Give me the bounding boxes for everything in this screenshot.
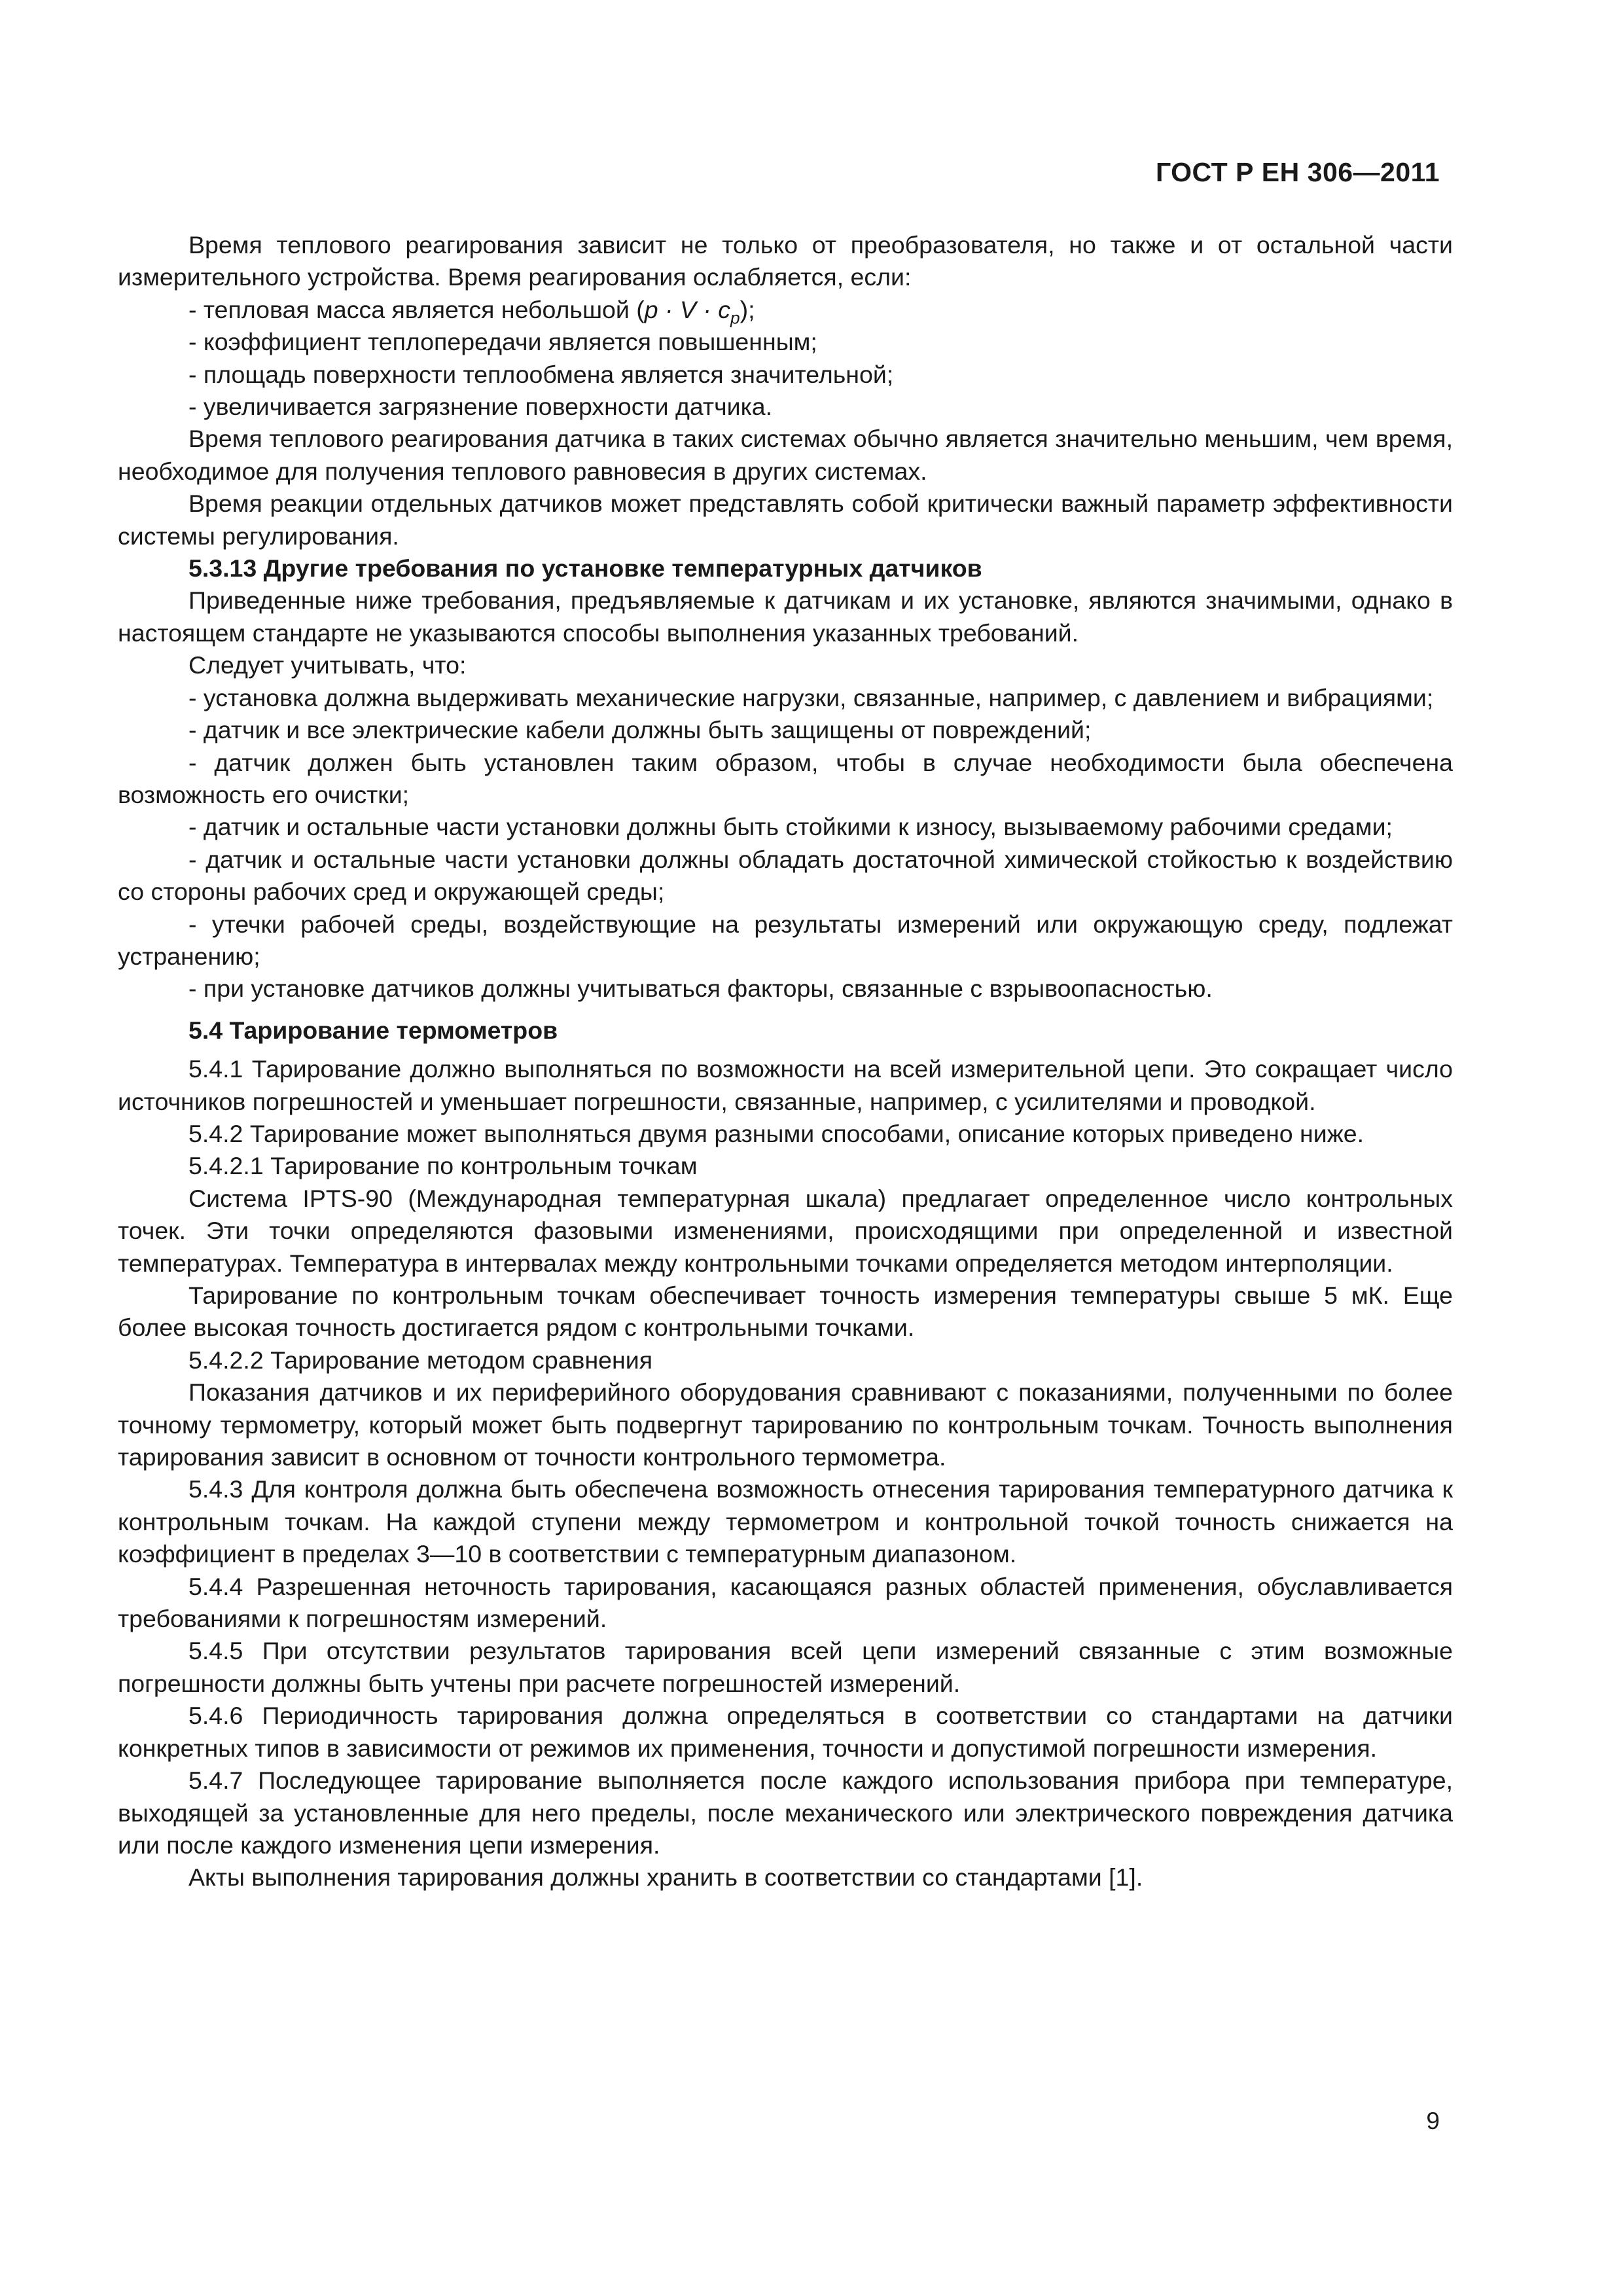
- formula-text: p · V · c: [644, 295, 731, 323]
- subsection-heading: 5.4.2.1 Тарирование по контрольным точкам: [188, 1152, 698, 1180]
- list-item: - увеличивается загрязнение поверхности датчика.: [188, 393, 773, 421]
- list-item: - датчик и остальные части установки должны быть стойкими к износу, вызываемому рабочими средами;: [188, 813, 1393, 841]
- paragraph: 5.4.6 Периодичность тарирования должна определяться в соответствии со стандартами на датчики конкретных типов в зависимости от режимов их применения, точности и допустимой погрешности измерения.: [118, 1702, 1453, 1762]
- page-number: 9: [1426, 2108, 1440, 2134]
- list-item: - коэффициент теплопередачи является повышенным;: [188, 328, 817, 356]
- paragraph: Следует учитывать, что:: [188, 651, 467, 679]
- paragraph: 5.4.5 При отсутствии результатов тарирования всей цепи измерений связанные с этим возможные погрешности должны быть учтены при расчете погрешностей измерений.: [118, 1637, 1453, 1697]
- list-item-text: - тепловая масса является небольшой (: [188, 295, 645, 323]
- paragraph: Акты выполнения тарирования должны хранить в соответствии со стандартами [1].: [188, 1863, 1143, 1892]
- list-item: - датчик и все электрические кабели должны быть защищены от повреждений;: [188, 716, 1092, 744]
- paragraph: 5.4.7 Последующее тарирование выполняется после каждого использования прибора при температуре, выходящей за установленные для него пределы, после механического или электрического повреждения датчика или после каждого изменения цепи измерения.: [118, 1767, 1453, 1859]
- paragraph: Приведенные ниже требования, предъявляемые к датчикам и их установке, являются значимыми, однако в настоящем стандарте не указываются способы выполнения указанных требований.: [118, 586, 1453, 647]
- section-heading-5-4: 5.4 Тарирование термометров: [188, 1016, 558, 1044]
- formula: [644, 295, 740, 328]
- list-item: - при установке датчиков должны учитываться факторы, связанные с взрывоопасностью.: [188, 975, 1213, 1003]
- list-item: - датчик и остальные части установки должны обладать достаточной химической стойкостью к воздействию со стороны рабочих сред и окружающей среды;: [118, 845, 1453, 906]
- list-item-text: );: [740, 295, 755, 323]
- formula-subscript: p: [730, 308, 740, 328]
- paragraph: Тарирование по контрольным точкам обеспечивает точность измерения температуры свыше 5 мК. Еще более высокая точность достигается рядом с контрольными точками.: [118, 1282, 1453, 1342]
- list-item: [118, 294, 1453, 326]
- page-body: [118, 229, 1453, 1894]
- paragraph: 5.4.4 Разрешенная неточность тарирования, касающаяся разных областей применения, обуславливается требованиями к погрешностям измерений.: [118, 1572, 1453, 1633]
- paragraph: 5.4.1 Тарирование должно выполняться по возможности на всей измерительной цепи. Это сокращает число источников погрешностей и уменьшает погрешности, связанные, например, с усилителями и проводкой.: [118, 1055, 1453, 1115]
- list-item: - датчик должен быть установлен таким образом, чтобы в случае необходимости была обеспечена возможность его очистки;: [118, 748, 1453, 808]
- paragraph: 5.4.3 Для контроля должна быть обеспечена возможность отнесения тарирования температурного датчика к контрольным точкам. На каждой ступени между термометром и контрольной точкой точность снижается на коэффициент в пределах 3—10 в соответствии с температурным диапазоном.: [118, 1475, 1453, 1568]
- section-heading-5-3-13: 5.3.13 Другие требования по установке температурных датчиков: [188, 554, 982, 583]
- paragraph: Система IPTS-90 (Международная температурная шкала) предлагает определенное число контрольных точек. Эти точки определяются фазовыми изменениями, происходящими при определенной и известной температурах. Температура в интервалах между контрольными точками определяется методом интерполяции.: [118, 1184, 1453, 1277]
- paragraph: 5.4.2 Тарирование может выполняться двумя разными способами, описание которых приведено ниже.: [188, 1119, 1364, 1147]
- paragraph: Время теплового реагирования зависит не только от преобразователя, но также и от остальной части измерительного устройства. Время реагирования ослабляется, если:: [118, 231, 1453, 291]
- list-item: - утечки рабочей среды, воздействующие на результаты измерений или окружающую среду, подлежат устранению;: [118, 910, 1453, 970]
- document-id-header: ГОСТ Р ЕН 306—2011: [1155, 157, 1440, 187]
- subsection-heading: 5.4.2.2 Тарирование методом сравнения: [188, 1346, 653, 1374]
- paragraph: Показания датчиков и их периферийного оборудования сравнивают с показаниями, полученными по более точному термометру, который может быть подвергнут тарированию по контрольным точкам. Точность выполнения тарирования зависит в основном от точности контрольного термометра.: [118, 1378, 1453, 1471]
- paragraph: Время теплового реагирования датчика в таких системах обычно является значительно меньшим, чем время, необходимое для получения теплового равновесия в других системах.: [118, 425, 1453, 485]
- list-item: - площадь поверхности теплообмена является значительной;: [188, 360, 894, 388]
- paragraph: Время реакции отдельных датчиков может представлять собой критически важный параметр эффективности системы регулирования.: [118, 490, 1453, 550]
- list-item: - установка должна выдерживать механические нагрузки, связанные, например, с давлением и вибрациями;: [188, 683, 1434, 711]
